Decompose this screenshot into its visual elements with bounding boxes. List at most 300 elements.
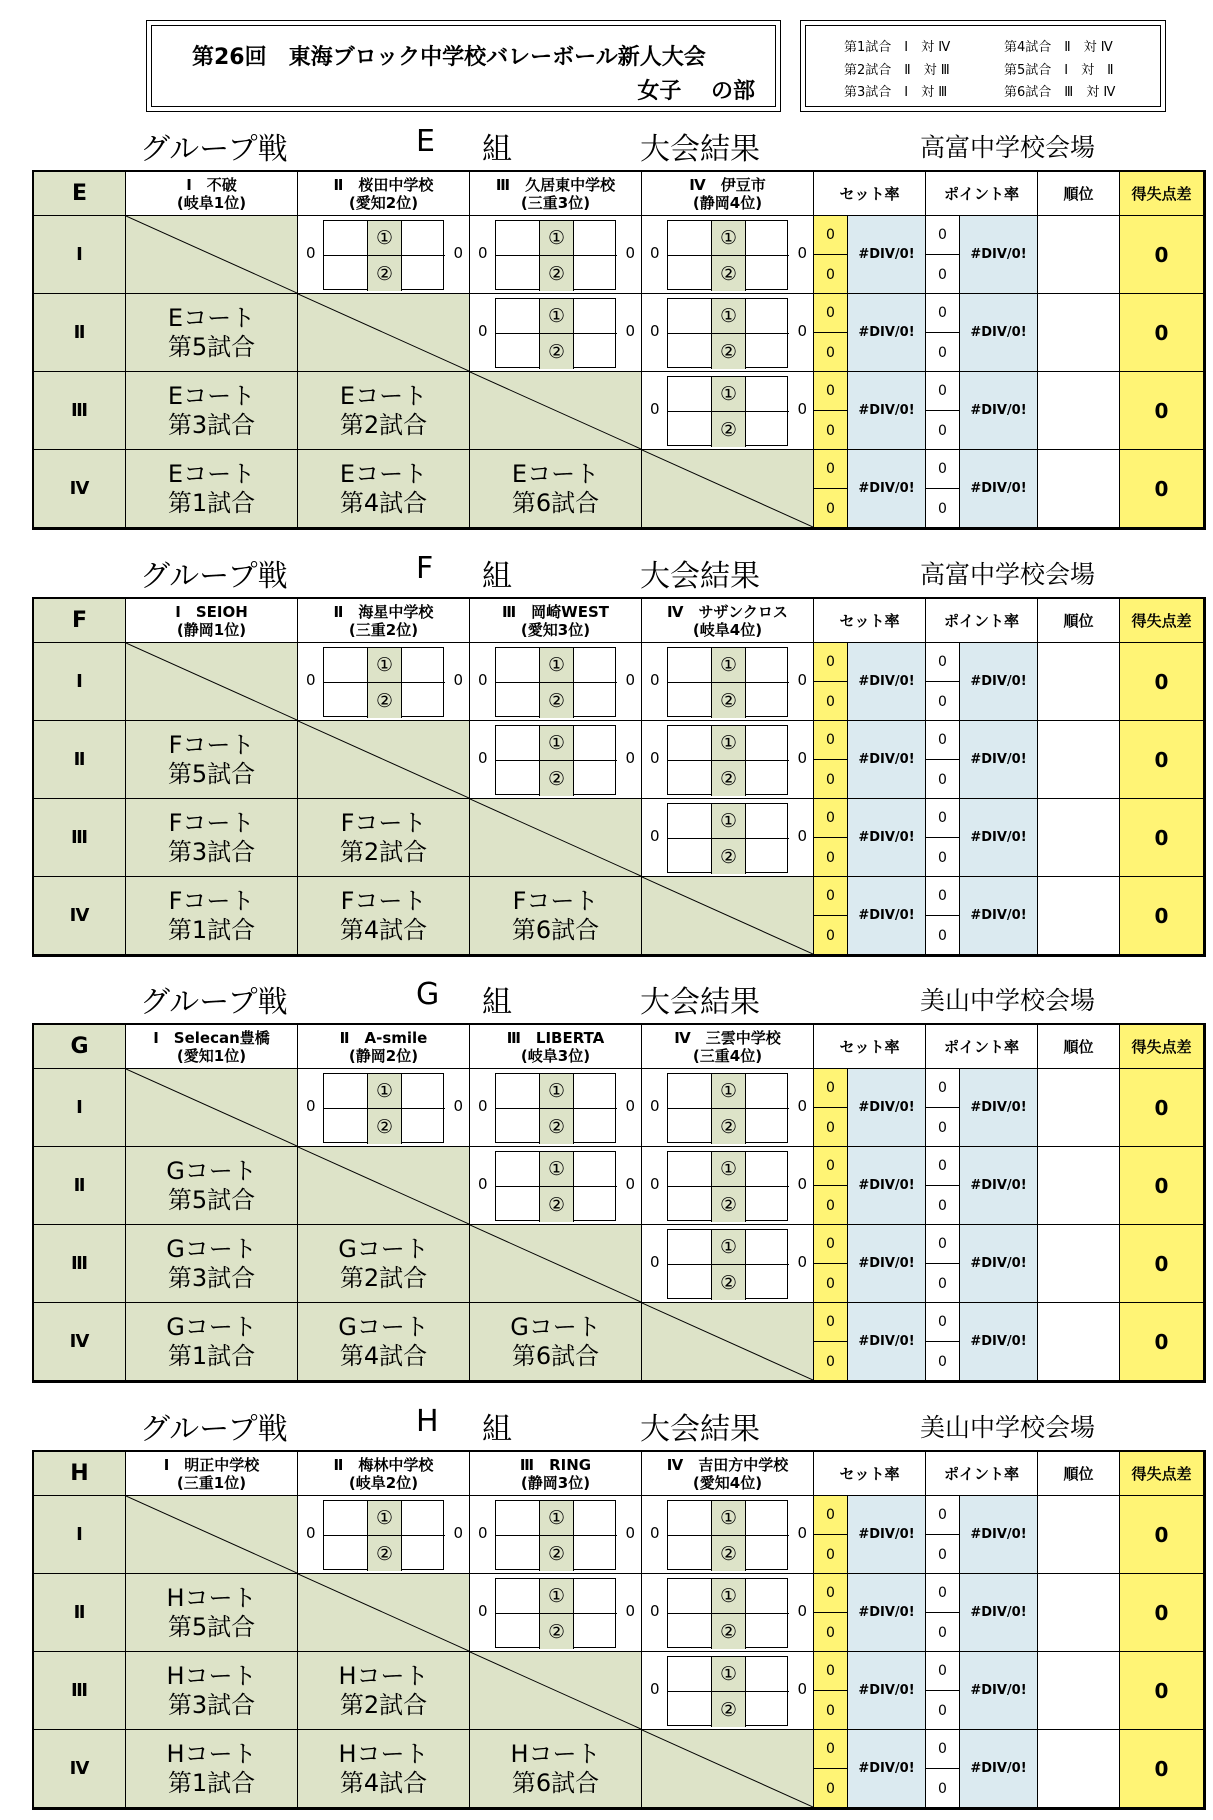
court-schedule-cell [298,877,470,955]
set-1-label: ① [540,1579,574,1614]
match-cell[interactable] [642,643,814,721]
point-diff-value: 0 [1120,1225,1204,1303]
set-rate-header: セット率 [814,599,926,643]
set-score-grid [495,1500,616,1570]
set-score-box[interactable] [496,1187,540,1222]
set-score-box[interactable] [324,648,368,683]
match-cell[interactable] [470,1496,642,1574]
match-score-right: 0 [797,1097,807,1115]
set-rate-value: #DIV/0! [848,1730,926,1808]
group-letter: H [416,1404,439,1439]
set-score-box[interactable] [496,256,540,291]
set-score-box[interactable] [746,299,789,334]
team-name: Ⅱ A-smile [339,1028,428,1047]
rank-value[interactable] [1038,1574,1120,1652]
team-header [470,599,642,643]
set-score-box[interactable] [324,683,368,718]
match-cell[interactable] [470,1147,642,1225]
points-won: 0 [926,1147,959,1186]
match-cell[interactable] [470,216,642,294]
match-score-right: 0 [797,1524,807,1542]
set-score-box[interactable] [324,221,368,256]
court-schedule-cell [126,877,298,955]
row-label: Ⅱ [34,294,126,372]
diagonal-cell [298,721,470,799]
set-count-cell [814,643,848,721]
point-rate-value: #DIV/0! [960,1147,1038,1225]
set-score-box[interactable] [496,1579,540,1614]
points-lost: 0 [938,1197,947,1214]
set-score-box[interactable] [324,1536,368,1571]
match-cell[interactable] [642,721,814,799]
team-header [470,172,642,216]
set-score-box[interactable] [746,726,789,761]
rank-value[interactable] [1038,1730,1120,1808]
set-score-box[interactable] [496,683,540,718]
set-score-box[interactable] [574,1109,617,1144]
set-score-box[interactable] [574,648,617,683]
set-2-label: ② [368,683,402,718]
set-score-box[interactable] [668,839,712,874]
game-number: 第5試合 [167,1612,256,1641]
point-rate-value: #DIV/0! [960,1303,1038,1381]
set-score-box[interactable] [668,377,712,412]
team-seed: (三重3位) [520,193,591,212]
match-score-left: 0 [478,1097,488,1115]
set-count-cell [814,294,848,372]
sets-lost: 0 [826,1624,835,1641]
match-score-left: 0 [650,827,660,845]
match-cell[interactable] [470,1069,642,1147]
court-name: Hコート [166,1583,257,1612]
venue-label: 高富中学校会場 [920,560,1096,589]
rank-value[interactable] [1038,450,1120,528]
row-label: Ⅱ [34,1574,126,1652]
rank-value[interactable] [1038,799,1120,877]
point-rate-header: ポイント率 [926,599,1038,643]
rank-value[interactable] [1038,372,1120,450]
team-name: Ⅳ 吉田方中学校 [666,1455,789,1474]
court-schedule-cell [126,1574,298,1652]
set-score-box[interactable] [496,1152,540,1187]
match-score-left: 0 [650,322,660,340]
match-score-right: 0 [625,1097,635,1115]
title-inner [151,25,776,107]
set-score-box[interactable] [402,683,445,718]
set-score-box[interactable] [574,1152,617,1187]
points-lost: 0 [938,771,947,788]
sets-lost: 0 [826,500,835,517]
point-count-cell [926,1652,960,1730]
sets-lost: 0 [826,344,835,361]
court-name: Gコート [166,1156,257,1185]
set-score-box[interactable] [496,334,540,369]
match-cell[interactable] [298,216,470,294]
points-won: 0 [926,799,959,838]
match-cell[interactable] [298,643,470,721]
set-1-label: ① [712,726,746,761]
rank-header: 順位 [1038,172,1120,216]
set-count-cell [814,877,848,955]
set-score-box[interactable] [668,648,712,683]
group-section-g [0,971,1213,1370]
set-2-label: ② [712,334,746,369]
set-2-label: ② [712,1692,746,1727]
set-score-box[interactable] [496,1109,540,1144]
point-diff-value: 0 [1120,450,1204,528]
sets-won: 0 [814,1147,847,1186]
set-score-box[interactable] [668,412,712,447]
diagonal-line [298,721,469,798]
team-header [642,1452,814,1496]
set-score-box[interactable] [574,1579,617,1614]
set-score-box[interactable] [746,1265,789,1300]
rank-value[interactable] [1038,216,1120,294]
row-label: Ⅱ [34,1147,126,1225]
diagonal-cell [470,1225,642,1303]
court-schedule-cell [298,1303,470,1381]
court-schedule-cell [126,799,298,877]
team-header [642,172,814,216]
match-cell[interactable] [642,799,814,877]
match-score-left: 0 [306,244,316,262]
set-rate-value: #DIV/0! [848,1496,926,1574]
court-schedule-cell [126,721,298,799]
set-score-box[interactable] [668,1152,712,1187]
team-name: Ⅰ SEIOH [175,602,248,621]
set-score-box[interactable] [668,1692,712,1727]
set-score-box[interactable] [402,221,445,256]
court-schedule-cell [470,450,642,528]
venue-label: 美山中学校会場 [920,1413,1096,1442]
set-score-box[interactable] [324,1109,368,1144]
schedule-item: 第6試合 Ⅲ 対 Ⅳ [1004,85,1116,101]
set-1-label: ① [540,1152,574,1187]
set-score-box[interactable] [746,1152,789,1187]
set-score-grid [667,298,788,368]
set-rate-value: #DIV/0! [848,721,926,799]
diagonal-line [642,450,813,527]
set-2-label: ② [540,1536,574,1571]
points-lost: 0 [938,1780,947,1797]
sets-lost: 0 [826,1546,835,1563]
set-score-box[interactable] [668,256,712,291]
set-score-box[interactable] [324,256,368,291]
set-score-grid [323,1073,444,1143]
set-rate-value: #DIV/0! [848,877,926,955]
set-score-box[interactable] [668,726,712,761]
diagonal-line [470,799,641,876]
match-cell[interactable] [642,216,814,294]
court-name: Eコート [339,381,428,410]
game-number: 第3試合 [167,410,256,439]
set-score-box[interactable] [402,1109,445,1144]
rank-value[interactable] [1038,1303,1120,1381]
set-score-box[interactable] [496,1074,540,1109]
point-count-cell [926,1147,960,1225]
set-score-box[interactable] [746,1657,789,1692]
set-score-box[interactable] [668,1501,712,1536]
set-score-box[interactable] [746,1187,789,1222]
kumi-label: 組 [482,985,512,1020]
court-name: Gコート [338,1312,429,1341]
rank-value[interactable] [1038,1496,1120,1574]
set-score-box[interactable] [668,683,712,718]
point-rate-header: ポイント率 [926,1452,1038,1496]
match-cell[interactable] [642,1574,814,1652]
set-score-box[interactable] [496,1614,540,1649]
set-score-box[interactable] [668,804,712,839]
set-score-box[interactable] [668,334,712,369]
set-score-grid [667,725,788,795]
set-score-box[interactable] [746,1579,789,1614]
set-score-box[interactable] [668,1109,712,1144]
team-seed: (静岡4位) [692,193,763,212]
team-header [298,599,470,643]
match-cell[interactable] [642,1225,814,1303]
set-2-label: ② [368,1109,402,1144]
diagonal-cell [642,877,814,955]
rank-value[interactable] [1038,294,1120,372]
match-cell[interactable] [298,1496,470,1574]
results-table [32,170,1206,530]
set-score-box[interactable] [668,299,712,334]
set-score-box[interactable] [746,839,789,874]
row-label: Ⅳ [34,1730,126,1808]
set-score-box[interactable] [496,726,540,761]
set-2-label: ② [368,256,402,291]
set-score-box[interactable] [746,412,789,447]
match-score-right: 0 [797,1680,807,1698]
set-score-box[interactable] [746,256,789,291]
point-rate-value: #DIV/0! [960,1069,1038,1147]
rank-value[interactable] [1038,1652,1120,1730]
match-score-right: 0 [797,827,807,845]
kumi-label: 組 [482,1412,512,1447]
set-score-box[interactable] [668,1074,712,1109]
set-count-cell [814,799,848,877]
sets-lost: 0 [826,1780,835,1797]
set-score-box[interactable] [324,1501,368,1536]
heading-label: グループ戦 [140,1412,288,1447]
point-diff-value: 0 [1120,643,1204,721]
set-score-box[interactable] [746,1536,789,1571]
set-score-box[interactable] [496,221,540,256]
venue-label: 高富中学校会場 [920,133,1096,162]
set-score-box[interactable] [746,377,789,412]
match-cell[interactable] [642,294,814,372]
match-score-left: 0 [306,1097,316,1115]
set-score-box[interactable] [746,1230,789,1265]
set-score-box[interactable] [746,761,789,796]
team-header [126,1025,298,1069]
set-score-box[interactable] [496,648,540,683]
court-name: Eコート [167,303,256,332]
match-cell[interactable] [298,1069,470,1147]
match-score-right: 0 [625,322,635,340]
points-won: 0 [926,450,959,489]
game-number: 第6試合 [511,1341,600,1370]
game-number: 第2試合 [339,1263,428,1292]
set-score-box[interactable] [746,804,789,839]
set-score-box[interactable] [496,761,540,796]
venue-label: 美山中学校会場 [920,986,1096,1015]
set-2-label: ② [712,1265,746,1300]
match-cell[interactable] [470,1574,642,1652]
game-number: 第4試合 [339,1768,428,1797]
sets-won: 0 [814,1225,847,1264]
sets-lost: 0 [826,1275,835,1292]
court-name: Gコート [338,1234,429,1263]
set-score-box[interactable] [402,256,445,291]
set-score-box[interactable] [402,1074,445,1109]
set-score-grid [667,1500,788,1570]
court-name: Fコート [168,886,255,915]
set-score-box[interactable] [496,1501,540,1536]
set-score-box[interactable] [402,648,445,683]
match-cell[interactable] [470,294,642,372]
set-1-label: ① [712,1152,746,1187]
set-score-box[interactable] [668,1230,712,1265]
rank-value[interactable] [1038,643,1120,721]
rank-value[interactable] [1038,1069,1120,1147]
set-score-box[interactable] [574,726,617,761]
set-score-box[interactable] [574,256,617,291]
rank-value[interactable] [1038,877,1120,955]
points-won: 0 [926,1496,959,1535]
row-label: Ⅰ [34,1496,126,1574]
rank-value[interactable] [1038,1225,1120,1303]
match-score-left: 0 [650,1524,660,1542]
set-score-box[interactable] [746,1109,789,1144]
match-score-left: 0 [650,1175,660,1193]
points-won: 0 [926,294,959,333]
set-score-box[interactable] [746,1692,789,1727]
set-score-box[interactable] [668,1536,712,1571]
set-score-box[interactable] [496,1536,540,1571]
point-diff-value: 0 [1120,1303,1204,1381]
court-name: Hコート [338,1739,429,1768]
set-score-box[interactable] [668,1614,712,1649]
point-count-cell [926,799,960,877]
diagonal-line [470,372,641,449]
match-cell[interactable] [642,1147,814,1225]
group-heading [0,971,1213,1023]
set-1-label: ① [712,648,746,683]
set-score-box[interactable] [668,221,712,256]
set-2-label: ② [712,1109,746,1144]
set-2-label: ② [540,334,574,369]
set-score-box[interactable] [574,1501,617,1536]
set-rate-value: #DIV/0! [848,1652,926,1730]
points-lost: 0 [938,1275,947,1292]
team-seed: (岐阜1位) [176,193,247,212]
set-score-box[interactable] [746,221,789,256]
match-cell[interactable] [642,1652,814,1730]
points-lost: 0 [938,500,947,517]
match-score-left: 0 [478,244,488,262]
set-score-box[interactable] [402,1536,445,1571]
set-score-box[interactable] [574,1187,617,1222]
set-score-box[interactable] [746,1614,789,1649]
team-header [298,172,470,216]
sets-won: 0 [814,1303,847,1342]
point-rate-value: #DIV/0! [960,721,1038,799]
set-score-box[interactable] [746,648,789,683]
set-1-label: ① [368,221,402,256]
diagonal-cell [298,1147,470,1225]
heading-label: グループ戦 [140,559,288,594]
match-cell[interactable] [470,643,642,721]
match-cell[interactable] [642,372,814,450]
set-score-grid [667,803,788,873]
set-count-cell [814,1225,848,1303]
set-score-box[interactable] [574,1074,617,1109]
team-header [470,1452,642,1496]
set-rate-value: #DIV/0! [848,1303,926,1381]
points-lost: 0 [938,1702,947,1719]
set-score-box[interactable] [668,1187,712,1222]
match-cell[interactable] [470,721,642,799]
set-score-box[interactable] [668,1657,712,1692]
set-score-box[interactable] [746,683,789,718]
set-2-label: ② [540,761,574,796]
set-score-box[interactable] [746,1074,789,1109]
set-score-box[interactable] [574,299,617,334]
rank-value[interactable] [1038,721,1120,799]
diagonal-line [126,643,297,720]
team-name: Ⅳ 三雲中学校 [674,1028,781,1047]
game-number: 第1試合 [167,1768,256,1797]
group-heading [0,545,1213,597]
set-score-box[interactable] [496,299,540,334]
set-score-box[interactable] [574,1614,617,1649]
schedule-list [805,25,1161,107]
team-seed: (岐阜4位) [692,620,763,639]
set-score-box[interactable] [402,1501,445,1536]
match-cell[interactable] [642,1069,814,1147]
set-score-box[interactable] [574,683,617,718]
point-count-cell [926,294,960,372]
point-rate-value: #DIV/0! [960,877,1038,955]
set-score-box[interactable] [668,1579,712,1614]
set-2-label: ② [540,1614,574,1649]
result-label: 大会結果 [640,559,760,594]
set-score-box[interactable] [574,221,617,256]
rank-value[interactable] [1038,1147,1120,1225]
set-score-box[interactable] [574,1536,617,1571]
set-score-box[interactable] [746,334,789,369]
match-score-left: 0 [650,244,660,262]
set-score-box[interactable] [668,1265,712,1300]
point-rate-value: #DIV/0! [960,216,1038,294]
match-cell[interactable] [642,1496,814,1574]
sets-lost: 0 [826,266,835,283]
diagonal-cell [298,294,470,372]
match-score-left: 0 [478,322,488,340]
set-score-box[interactable] [668,761,712,796]
court-schedule-cell [470,1730,642,1808]
set-score-box[interactable] [574,761,617,796]
set-score-box[interactable] [574,334,617,369]
match-score-left: 0 [650,1097,660,1115]
court-name: Gコート [510,1312,601,1341]
set-score-box[interactable] [324,1074,368,1109]
points-won: 0 [926,643,959,682]
set-score-box[interactable] [746,1501,789,1536]
point-rate-value: #DIV/0! [960,1574,1038,1652]
match-score-right: 0 [625,1524,635,1542]
